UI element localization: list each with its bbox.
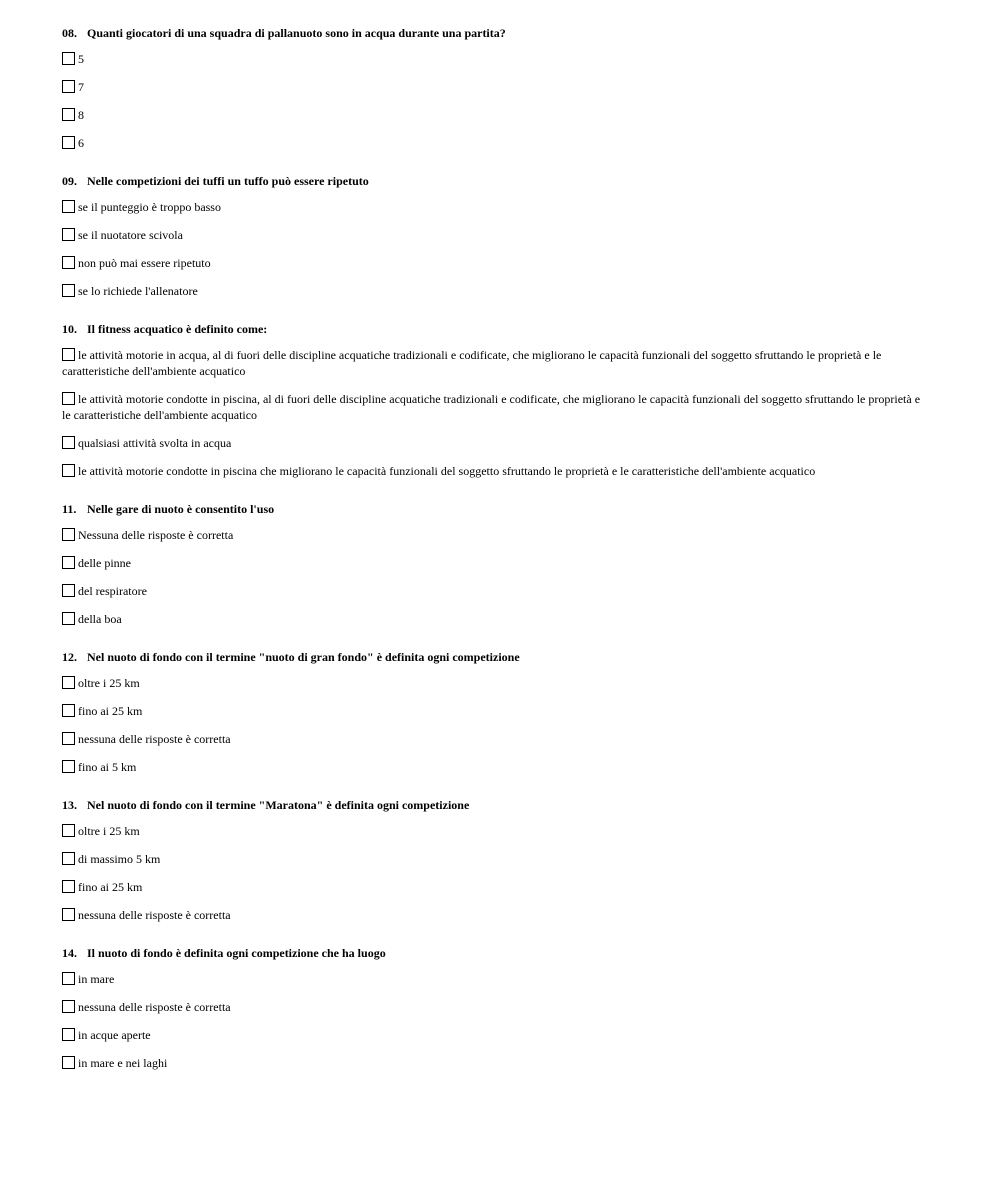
answer-option xyxy=(62,255,930,271)
answer-label: se il punteggio è troppo basso xyxy=(78,200,221,214)
question-block xyxy=(62,797,930,923)
answer-checkbox[interactable] xyxy=(62,760,75,773)
question-heading xyxy=(62,25,930,41)
answer-label: le attività motorie condotte in piscina che migliorano le capacità funzionali del soggetto sfruttando le proprietà e le caratteristiche dell'ambiente acquatico xyxy=(78,464,816,478)
answer-checkbox[interactable] xyxy=(62,528,75,541)
answer-option xyxy=(62,999,930,1015)
answer-option xyxy=(62,199,930,215)
answer-checkbox[interactable] xyxy=(62,436,75,449)
answer-label: 7 xyxy=(78,80,84,94)
answer-option xyxy=(62,435,930,451)
answer-option xyxy=(62,391,930,423)
answer-label: Nessuna delle risposte è corretta xyxy=(78,528,234,542)
answer-checkbox[interactable] xyxy=(62,824,75,837)
question-heading xyxy=(62,321,930,337)
answer-option xyxy=(62,759,930,775)
question-heading xyxy=(62,945,930,961)
answer-label: 8 xyxy=(78,108,84,122)
answer-label: della boa xyxy=(78,612,122,626)
quiz-document xyxy=(62,25,930,1093)
question-number: 14. xyxy=(62,946,77,960)
answer-option xyxy=(62,675,930,691)
answer-checkbox[interactable] xyxy=(62,108,75,121)
answer-option xyxy=(62,971,930,987)
answer-label: se lo richiede l'allenatore xyxy=(78,284,198,298)
answer-option xyxy=(62,907,930,923)
answer-label: in mare e nei laghi xyxy=(78,1056,168,1070)
answer-option xyxy=(62,851,930,867)
answer-option xyxy=(62,879,930,895)
answer-option xyxy=(62,611,930,627)
question-number: 09. xyxy=(62,174,77,188)
answer-option xyxy=(62,135,930,151)
answer-checkbox[interactable] xyxy=(62,704,75,717)
answer-option xyxy=(62,227,930,243)
answer-option xyxy=(62,731,930,747)
answer-label: di massimo 5 km xyxy=(78,852,161,866)
answer-checkbox[interactable] xyxy=(62,348,75,361)
answer-option xyxy=(62,283,930,299)
answer-checkbox[interactable] xyxy=(62,256,75,269)
answer-label: non può mai essere ripetuto xyxy=(78,256,211,270)
answer-label: le attività motorie condotte in piscina, al di fuori delle discipline acquatiche tradizionali e codificate, che migliorano le capacità funzionali del soggetto sfruttando le proprietà e le caratteristiche dell'ambiente acquatico xyxy=(62,392,921,422)
question-text: Nel nuoto di fondo con il termine "Maratona" è definita ogni competizione xyxy=(87,798,470,812)
question-heading xyxy=(62,649,930,665)
answer-checkbox[interactable] xyxy=(62,852,75,865)
question-block xyxy=(62,173,930,299)
question-block xyxy=(62,25,930,151)
question-text: Nelle gare di nuoto è consentito l'uso xyxy=(87,502,275,516)
question-number: 08. xyxy=(62,26,77,40)
answer-option xyxy=(62,79,930,95)
answer-label: nessuna delle risposte è corretta xyxy=(78,732,231,746)
question-number: 10. xyxy=(62,322,77,336)
question-block xyxy=(62,945,930,1071)
answer-checkbox[interactable] xyxy=(62,612,75,625)
question-text: Quanti giocatori di una squadra di pallanuoto sono in acqua durante una partita? xyxy=(87,26,506,40)
answer-label: qualsiasi attività svolta in acqua xyxy=(78,436,232,450)
answer-label: oltre i 25 km xyxy=(78,824,140,838)
answer-checkbox[interactable] xyxy=(62,80,75,93)
question-heading xyxy=(62,797,930,813)
answer-checkbox[interactable] xyxy=(62,1000,75,1013)
answer-option xyxy=(62,51,930,67)
answer-label: in mare xyxy=(78,972,115,986)
answer-option xyxy=(62,583,930,599)
answer-checkbox[interactable] xyxy=(62,584,75,597)
answer-checkbox[interactable] xyxy=(62,136,75,149)
answer-label: oltre i 25 km xyxy=(78,676,140,690)
question-block xyxy=(62,501,930,627)
question-block xyxy=(62,649,930,775)
answer-checkbox[interactable] xyxy=(62,732,75,745)
question-number: 11. xyxy=(62,502,77,516)
answer-checkbox[interactable] xyxy=(62,1056,75,1069)
answer-checkbox[interactable] xyxy=(62,200,75,213)
question-text: Il fitness acquatico è definito come: xyxy=(87,322,268,336)
answer-option xyxy=(62,107,930,123)
answer-label: fino ai 25 km xyxy=(78,880,143,894)
answer-option xyxy=(62,555,930,571)
answer-label: 6 xyxy=(78,136,84,150)
answer-option xyxy=(62,823,930,839)
question-heading xyxy=(62,173,930,189)
answer-option xyxy=(62,1027,930,1043)
answer-checkbox[interactable] xyxy=(62,228,75,241)
answer-label: nessuna delle risposte è corretta xyxy=(78,1000,231,1014)
answer-option xyxy=(62,347,930,379)
question-number: 13. xyxy=(62,798,77,812)
answer-checkbox[interactable] xyxy=(62,1028,75,1041)
answer-checkbox[interactable] xyxy=(62,676,75,689)
answer-checkbox[interactable] xyxy=(62,284,75,297)
answer-checkbox[interactable] xyxy=(62,392,75,405)
answer-label: in acque aperte xyxy=(78,1028,151,1042)
answer-option xyxy=(62,703,930,719)
answer-checkbox[interactable] xyxy=(62,880,75,893)
question-block xyxy=(62,321,930,479)
question-text: Nelle competizioni dei tuffi un tuffo può essere ripetuto xyxy=(87,174,369,188)
answer-checkbox[interactable] xyxy=(62,556,75,569)
answer-label: le attività motorie in acqua, al di fuori delle discipline acquatiche tradizionali e codificate, che migliorano le capacità funzionali del soggetto sfruttando le proprietà e le caratteristiche dell'ambiente acquatico xyxy=(62,348,882,378)
question-text: Nel nuoto di fondo con il termine "nuoto di gran fondo" è definita ogni competizione xyxy=(87,650,520,664)
question-heading xyxy=(62,501,930,517)
answer-label: delle pinne xyxy=(78,556,131,570)
answer-label: nessuna delle risposte è corretta xyxy=(78,908,231,922)
answer-label: 5 xyxy=(78,52,84,66)
answer-checkbox[interactable] xyxy=(62,52,75,65)
answer-option xyxy=(62,1055,930,1071)
answer-label: fino ai 5 km xyxy=(78,760,137,774)
question-number: 12. xyxy=(62,650,77,664)
answer-label: fino ai 25 km xyxy=(78,704,143,718)
answer-checkbox[interactable] xyxy=(62,464,75,477)
answer-option xyxy=(62,527,930,543)
question-text: Il nuoto di fondo è definita ogni competizione che ha luogo xyxy=(87,946,386,960)
answer-checkbox[interactable] xyxy=(62,908,75,921)
answer-label: se il nuotatore scivola xyxy=(78,228,183,242)
answer-label: del respiratore xyxy=(78,584,147,598)
answer-checkbox[interactable] xyxy=(62,972,75,985)
answer-option xyxy=(62,463,930,479)
